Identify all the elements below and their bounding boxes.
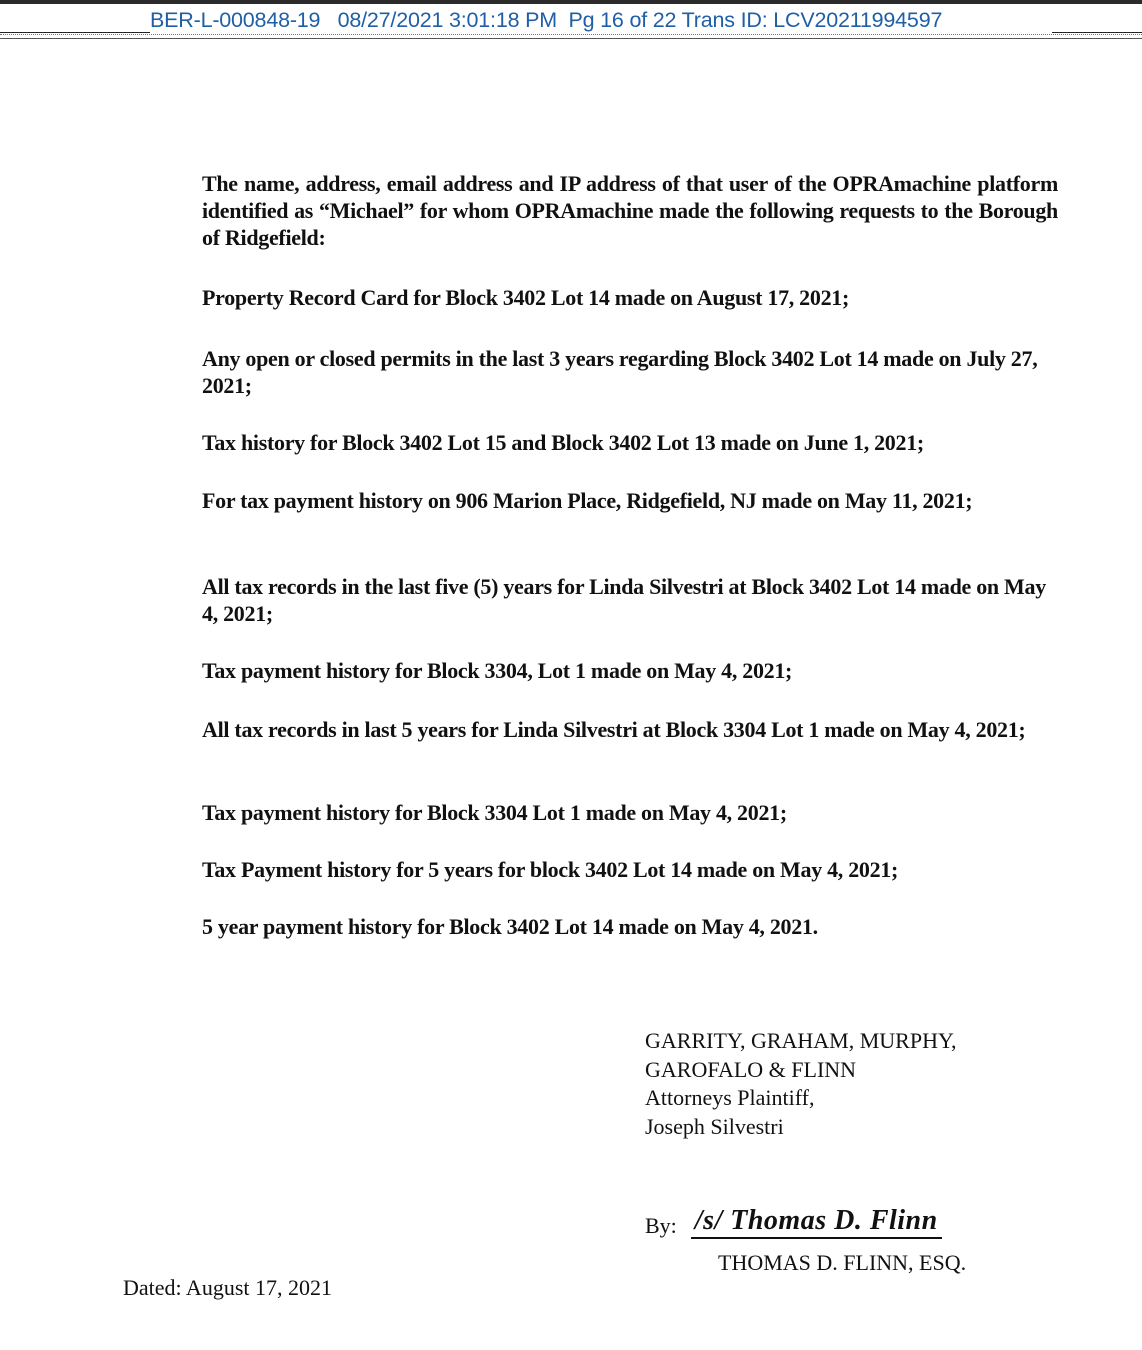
request-item: For tax payment history on 906 Marion Place, Ridgefield, NJ made on May 11, 2021; [202,488,973,513]
firm-name-line-2: GAROFALO & FLINN [645,1056,857,1082]
request-item: Tax history for Block 3402 Lot 15 and Block 3402 Lot 13 made on June 1, 2021; [202,430,924,455]
signature-row [645,1205,942,1239]
stamp-underline-right [1052,32,1142,33]
header-dotted-rule [0,34,1142,37]
firm-role: Attorneys Plaintiff, [645,1085,815,1110]
signature: /s/ Thomas D. Flinn [691,1205,942,1239]
firm-name-line-1: GARRITY, GRAHAM, MURPHY, [645,1028,957,1053]
firm-client: Joseph Silvestri [645,1113,784,1139]
request-item: All tax records in the last five (5) years for Linda Silvestri at Block 3402 Lot 14 made on May 4, 2021; [202,574,1046,626]
dated-line: Dated: August 17, 2021 [123,1275,332,1300]
signer-name: THOMAS D. FLINN, ESQ. [718,1250,967,1275]
request-item: Tax payment history for Block 3304, Lot 1 made on May 4, 2021; [202,658,793,683]
top-border-strip [0,0,1142,4]
by-label: By: [645,1213,677,1238]
law-firm-block [645,1027,957,1141]
filing-stamp-text: BER-L-000848-19 08/27/2021 3:01:18 PM Pg 16 of 22 Trans ID: LCV20211994597 [150,8,943,32]
stamp-underline-left [0,32,150,33]
request-item: Property Record Card for Block 3402 Lot 14 made on August 17, 2021; [202,285,850,310]
request-item: Tax payment history for Block 3304 Lot 1 made on May 4, 2021; [202,800,787,825]
court-filing-stamp [0,6,1142,36]
request-item: 5 year payment history for Block 3402 Lot 14 made on May 4, 2021. [202,914,818,939]
request-item: All tax records in last 5 years for Linda Silvestri at Block 3304 Lot 1 made on May 4, 2021; [202,717,1026,742]
request-item: Tax Payment history for 5 years for block 3402 Lot 14 made on May 4, 2021; [202,857,899,882]
request-item: Any open or closed permits in the last 3 years regarding Block 3402 Lot 14 made on July 27, 2021; [202,346,1038,398]
intro-paragraph: The name, address, email address and IP address of that user of the OPRAmachine platform identified as “Michael” for whom OPRAmachine made the following requests to the Borough of Ridgefield: [202,171,1058,250]
header-solid-rule [0,38,1142,39]
